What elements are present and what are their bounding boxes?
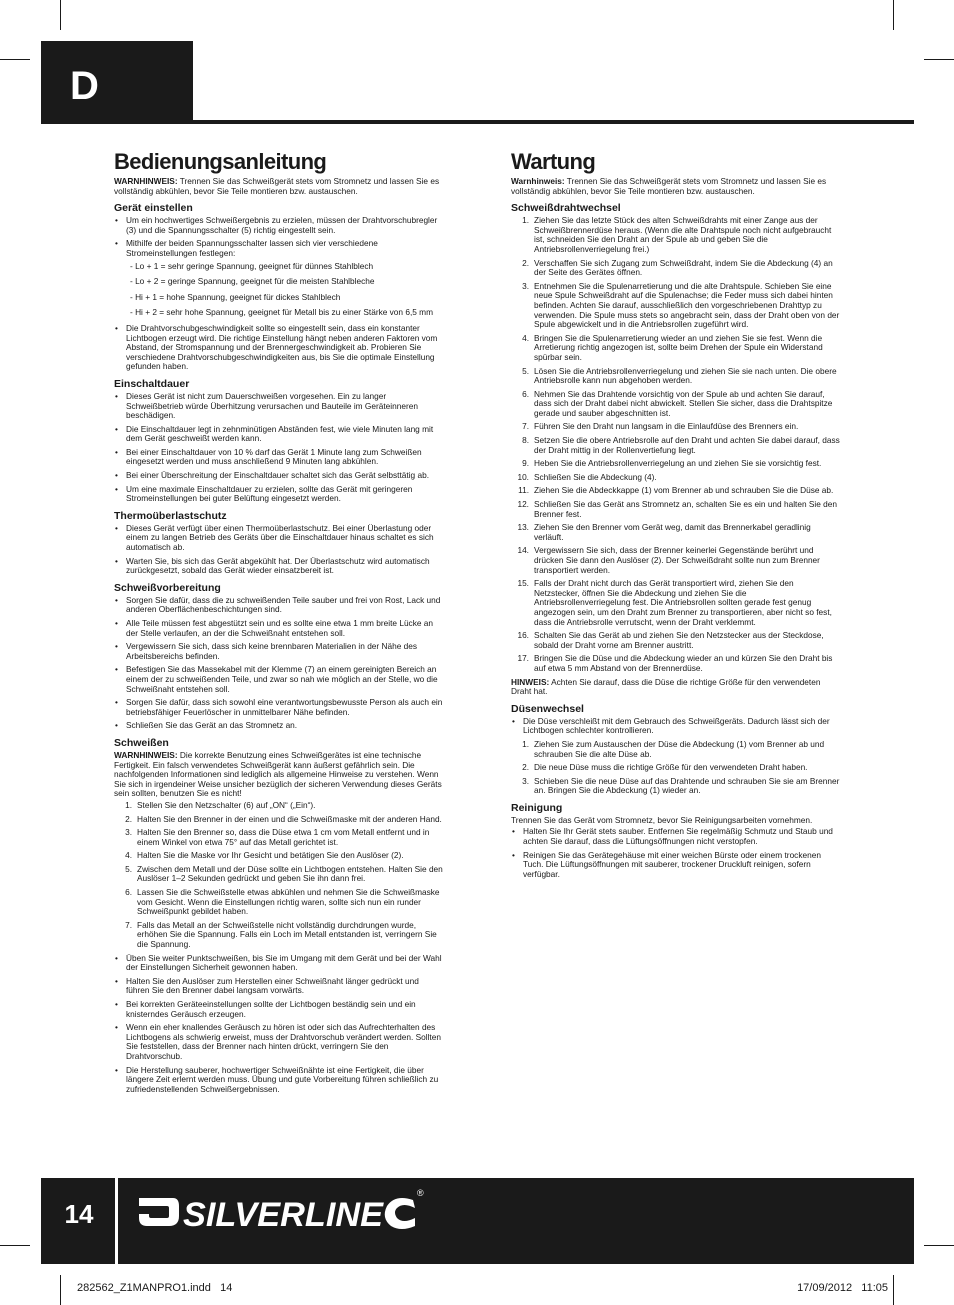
list-item: 2. Halten Sie den Brenner in der einen und die Schweißmaske mit der anderen Hand. — [125, 813, 442, 824]
warning-label: WARNHINWEIS: — [114, 749, 178, 760]
list-item: 4. Bringen Sie die Spulenarretierung wieder an und ziehen Sie sie fest. Wenn die Arretierung richtig angezogen ist, sollte beim Drehen der Spule ein Widerstand spürbar sein. — [522, 332, 823, 362]
list-item-text: Ziehen Sie das letzte Stück des alten Schweißdrahts mit einer Zange aus der Schweißbrennerdüse heraus. (Wenn die alte Drahtspule noch nicht aufgebraucht ist, schneiden Sie den Draht an der Spule ab und geben Sie die Antriebsrollenverriegelung frei.) — [534, 215, 832, 254]
list-item: • Um eine maximale Einschaltdauer zu erzielen, sollte das Gerät mit geringeren Stromeinstellungen bei guter Belüftung eingesetzt werden. — [114, 485, 444, 504]
list-item: 7. Führen Sie den Draht nun langsam in die Einlaufdüse des Brenners ein. — [522, 421, 799, 432]
list-item: 1. Ziehen Sie zum Austauschen der Düse die Abdeckung (1) vom Brenner ab und schrauben Sie die alte Düse ab. — [522, 738, 825, 759]
crop-mark — [924, 59, 954, 60]
list-item: • Bei korrekten Geräteeinstellungen sollte der Lichtbogen beständig sein und ein knisterndes Geräusch erzeugen. — [114, 1000, 444, 1019]
hint-label: HINWEIS: — [511, 676, 550, 687]
list-item: • Bei einer Einschaltdauer von 10 % darf das Gerät 1 Minute lang zum Schweißen eingesetzt werden und muss anschließend 9 Minuten lang abkühlen. — [114, 448, 444, 467]
list-item: 3. Entnehmen Sie die Spulenarretierung und die alte Drahtspule. Schieben Sie eine neue Spule Schweißdraht auf die Spulenachse; die Feder muss sich dabei hinten befinden. Achten Sie darauf, ausschließlich den vorgeschriebenen Drahttyp zu verwenden. Die Spule muss stets so angebracht sein, dass der Draht oben von der Spule abgewickelt und in die Antriebsrollen zugeführt wird. — [522, 280, 840, 330]
heading-duesenwechsel: Düsenwechsel — [511, 702, 584, 715]
footer-separator — [115, 1178, 118, 1264]
list-item: 2. Verschaffen Sie sich Zugang zum Schweißdraht, indem Sie die Abdeckung (4) an der Seite des Gerätes öffnen. — [522, 257, 833, 278]
heading-reinigung: Reinigung — [511, 801, 563, 814]
list-item: 10. Schließen Sie die Abdeckung (4). — [517, 471, 657, 482]
list-item-text: Schieben Sie die neue Düse auf das Drahtende und schrauben Sie sie am Brenner an. Bringen Sie die Abdeckung (1) wieder an. — [534, 775, 840, 796]
list-item: • Schließen Sie das Gerät an das Stromnetz an. — [114, 721, 444, 731]
crop-mark — [0, 59, 30, 60]
list-item-text: Halten Sie den Brenner in der einen und die Schweißmaske mit der anderen Hand. — [137, 813, 442, 824]
heading-thermoueberlastschutz: Thermoüberlastschutz — [114, 509, 227, 522]
list-item: • Halten Sie Ihr Gerät stets sauber. Entfernen Sie regelmäßig Schmutz und Staub und achten Sie darauf, dass die Lüftungsöffnungen nicht verstopfen. — [511, 827, 841, 846]
bullet-list — [114, 216, 444, 372]
hint-text: Achten Sie darauf, dass die Düse die richtige Größe für den verwendeten Draht hat. — [511, 676, 821, 697]
list-item-text: Ziehen Sie die Abdeckkappe (1) vom Brenner ab und schrauben Sie die Düse ab. — [534, 485, 834, 496]
heading-geraet-einstellen: Gerät einstellen — [114, 202, 193, 215]
list-item: 6. Nehmen Sie das Drahtende vorsichtig von der Spule ab und achten Sie darauf, dass sich der Draht dabei nicht abwickelt. Stellen Sie sicher, dass die Drahtspitze gerade und sauber abgeschnitten ist. — [522, 388, 833, 418]
left-column — [114, 150, 444, 1098]
list-item: 2. Die neue Düse muss die richtige Größe für den verwendeten Draht haben. — [522, 762, 808, 773]
file-slug: 282562_Z1MANPRO1.indd 14 — [77, 1282, 233, 1294]
list-item-text: Bringen Sie die Spulenarretierung wieder an und ziehen Sie sie fest. Wenn die Arretierung richtig angezogen ist, sollte beim Drehen der Spule ein Widerstand spürbar sein. — [534, 332, 823, 362]
list-item: 9. Heben Sie die Antriebsrollenverriegelung an und ziehen Sie sie vorsichtig fest. — [522, 458, 822, 469]
crop-mark — [893, 0, 894, 30]
list-item: • Die Drahtvorschubgeschwindigkeit sollte so eingestellt sein, dass ein konstanter Lichtbogen erzeugt wird. Die richtige Einstellung hängt neben anderen Faktoren vom Abstand, der Stromspannung und der Brennergeschwindigkeit ab. Probieren Sie verschiedene Drahtvorschubgeschwindigkeiten aus, bis Sie die optimale Einstellung gefunden haben. — [114, 324, 444, 372]
list-item: 13. Ziehen Sie den Brenner vom Gerät weg, damit das Brennerkabel geradlinig verläuft. — [517, 522, 811, 542]
list-item: 7. Falls das Metall an der Schweißstelle nicht vollständig durchdrungen wurde, erhöhen Sie die Spannung. Falls ein Loch im Metall entstanden ist, verringern Sie die Spannung. — [125, 919, 437, 950]
list-item-text: Lassen Sie die Schweißstelle etwas abkühlen und nehmen Sie die Schweißmaske vom Gesicht. Wenn die Einstellungen richtig waren, sollte sich nun ein runder Schweißpunkt gebildet haben. — [137, 887, 440, 917]
list-item-text: Stellen Sie den Netzschalter (6) auf „ON“ („Ein“). — [137, 799, 316, 810]
list-item-text: Die neue Düse muss die richtige Größe für den verwendeten Draht haben. — [534, 762, 808, 773]
list-item-text: Falls der Draht nicht durch das Gerät transportiert wird, ziehen Sie den Netzstecker, öffnen Sie die Abdeckung und ziehen Sie die Antriebsrollenverriegelung fest. Die Antriebsrollen sollten gerade fest genug angezogen sein, um den Draht zum Brenner zu transportieren, aber nicht so fest, dass die Antriebsrolle verrutscht, wenn der Draht verklemmt. — [534, 578, 832, 627]
crop-mark — [0, 1245, 30, 1246]
list-item: 1. Ziehen Sie das letzte Stück des alten Schweißdrahts mit einer Zange aus der Schweißbrennerdüse heraus. (Wenn die alte Drahtspule noch nicht aufgebraucht ist, schneiden Sie den Draht an der Spule ab und geben Sie die Antriebsrollenverriegelung frei.) — [522, 215, 832, 254]
voltage-setting: - Lo + 2 = geringe Spannung, geeignet für die meisten Stahlbleche — [130, 276, 375, 287]
list-item: 4. Halten Sie die Maske vor Ihr Gesicht und betätigen Sie den Auslöser (2). — [125, 850, 404, 861]
list-item: • Reinigen Sie das Gerätegehäuse mit einer weichen Bürste oder einem trockenen Tuch. Die Lüftungsöffnungen mit sauberer, trockener Druckluft reinigen, sofern verfügbar. — [511, 851, 841, 880]
bullet-list — [114, 524, 444, 576]
warning-text: Trennen Sie das Schweißgerät stets vom Stromnetz und lassen Sie es vollständig abkühlen, bevor Sie Teile montieren bzw. austauschen. — [114, 176, 440, 196]
list-item: • Die Herstellung sauberer, hochwertiger Schweißnähte ist eine Fertigkeit, die über längere Zeit erlernt werden muss. Übung und gute Vorbereitung führen schließlich zu zufriedenstellenden Schweißergebnissen. — [114, 1066, 444, 1095]
list-item: 15. Falls der Draht nicht durch das Gerät transportiert wird, ziehen Sie den Netzstecker, öffnen Sie die Abdeckung und ziehen Sie die Antriebsrollenverriegelung fest. Die Antriebsrollen sollten gerade fest genug angezogen sein, um den Draht zum Brenner zu transportieren, aber nicht so fest, dass die Antriebsrolle verrutscht, wenn der Draht verklemmt. — [517, 578, 832, 627]
warning-label: WARNHINWEIS: — [114, 176, 178, 186]
right-column — [511, 150, 841, 883]
header-rule — [41, 120, 914, 124]
list-item-text: Ziehen Sie den Brenner vom Gerät weg, damit das Brennerkabel geradlinig verläuft. — [534, 522, 811, 542]
list-item-text: Bringen Sie die Düse und die Abdeckung wieder an und kürzen Sie den Draht bis auf etwa 5 mm Abstand von der Brennerdüse. — [534, 653, 833, 673]
date-slug: 17/09/2012 11:05 — [797, 1282, 888, 1294]
list-item: • Um ein hochwertiges Schweißergebnis zu erzielen, müssen der Drahtvorschubregler (3) und die Spannungsschalter (5) richtig eingestellt sein. — [114, 216, 444, 235]
list-item: 3. Schieben Sie die neue Düse auf das Drahtende und schrauben Sie sie am Brenner an. Bringen Sie die Abdeckung (1) wieder an. — [522, 775, 840, 796]
voltage-setting: - Hi + 1 = hohe Spannung, geeignet für dickes Stahlblech — [130, 291, 341, 302]
list-item: • Dieses Gerät verfügt über einen Thermoüberlastschutz. Bei einer Überlastung oder einem zu langen Betrieb des Geräts über die Einschaltdauer hinaus schaltet es sich automatisch ab. — [114, 524, 444, 553]
warning-text: Die korrekte Benutzung eines Schweißgerätes ist eine technische Fertigkeit. Ein falsch verwendetes Schweißgerät kann äußerst gefährlich sein. Die nachfolgenden Informationen sind lediglich als allgemeine Hinweise zu verstehen. Wenn Sie sich in irgendeiner Weise unsicher bezüglich der sicheren Verwendung dieses Geräts sein sollten, benutzen Sie es nicht! — [114, 749, 442, 799]
list-item: 14. Vergewissern Sie sich, dass der Brenner keinerlei Gegenstände berührt und drücken Sie dann den Auslöser (2). Der Schweißdraht sollte nun zum Brenner transportiert werden. — [517, 545, 820, 575]
list-item-text: Schließen Sie die Abdeckung (4). — [534, 471, 657, 482]
list-item-text: Falls das Metall an der Schweißstelle nicht vollständig durchdrungen wurde, erhöhen Sie die Spannung. Falls ein Loch im Metall entstanden ist, verringern Sie die Spannung. — [137, 919, 437, 950]
warning-label: Warnhinweis: — [511, 176, 565, 186]
bullet-list — [114, 954, 444, 1095]
list-item: • Die Einschaltdauer legt in zehnminütigen Abständen fest, wie viele Minuten lang mit dem Gerät geschweißt werden kann. — [114, 425, 444, 444]
list-item: 12. Schließen Sie das Gerät ans Stromnetz an, schalten Sie es ein und halten Sie den Brenner fest. — [517, 499, 838, 519]
heading-einschaltdauer: Einschaltdauer — [114, 377, 190, 390]
list-item: • Warten Sie, bis sich das Gerät abgekühlt hat. Der Überlastschutz wird automatisch zurückgesetzt, sobald das Gerät wieder einsatzbereit ist. — [114, 557, 444, 576]
list-item: 3. Halten Sie den Brenner so, dass die Düse etwa 1 cm vom Metall entfernt und in einem Winkel von etwa 75° auf das Metall gerichtet ist. — [125, 827, 430, 847]
list-item: 6. Lassen Sie die Schweißstelle etwas abkühlen und nehmen Sie die Schweißmaske vom Gesicht. Wenn die Einstellungen richtig waren, sollte sich nun ein runder Schweißpunkt gebildet haben. — [125, 887, 440, 917]
crop-mark — [893, 1275, 894, 1305]
list-item — [114, 239, 444, 318]
logo-right-wrench — [385, 1198, 415, 1229]
bullet-list — [114, 596, 444, 731]
warning-welding — [114, 751, 444, 799]
list-item: 17. Bringen Sie die Düse und die Abdeckung wieder an und kürzen Sie den Draht bis auf etwa 5 mm Abstand von der Brennerdüse. — [517, 653, 833, 673]
language-tab — [41, 41, 193, 123]
voltage-setting: - Lo + 1 = sehr geringe Spannung, geeignet für dünnes Stahlblech — [130, 260, 374, 271]
hint-note — [511, 678, 841, 697]
list-item: 11. Ziehen Sie die Abdeckkappe (1) vom Brenner ab und schrauben Sie die Düse ab. — [518, 485, 834, 496]
section-title-bedienungsanleitung: Bedienungsanleitung — [114, 149, 327, 174]
list-item: • Bei einer Überschreitung der Einschaltdauer schaltet sich das Gerät selbsttätig ab. — [114, 471, 444, 481]
list-item: • Sorgen Sie dafür, dass sich sowohl eine verantwortungsbewusste Person als auch ein betriebsfähiger Feuerlöscher in unmittelbarer Nähe befinden. — [114, 698, 444, 717]
list-item: 5. Zwischen dem Metall und der Düse sollte ein Lichtbogen entstehen. Halten Sie den Auslöser 1–2 Sekunden gedrückt und geben Sie ihn dann frei. — [125, 863, 443, 884]
list-item-text: Verschaffen Sie sich Zugang zum Schweißdraht, indem Sie die Abdeckung (4) an der Seite des Gerätes öffnen. — [534, 257, 833, 278]
list-item-text: Mithilfe der beiden Spannungsschalter lassen sich vier verschiedene Stromeinstellungen festlegen: — [126, 238, 378, 258]
list-item: • Wenn ein eher knallendes Geräusch zu hören ist oder sich das Aufrechterhalten des Lichtbogens als schwierig erweist, muss der Drahtvorschub verändert werden. Sollten Sie feststellen, dass der Brenner nach hinten drückt, verringern Sie den Drahtvorschub. — [114, 1023, 444, 1061]
warning-intro — [114, 177, 444, 196]
registered-mark: ® — [417, 1188, 424, 1198]
list-item-text: Ziehen Sie zum Austauschen der Düse die Abdeckung (1) vom Brenner ab und schrauben Sie die alte Düse ab. — [534, 738, 825, 759]
bullet-list — [114, 392, 444, 504]
bullet-list — [511, 827, 841, 879]
cleaning-intro: Trennen Sie das Gerät vom Stromnetz, bevor Sie Reinigungsarbeiten vornehmen. — [511, 814, 813, 825]
bullet-list — [511, 717, 841, 736]
list-item: • Sorgen Sie dafür, dass die zu schweißenden Teile sauber und frei von Rost, Lack und anderen Oberflächenbeschichtungen sind. — [114, 596, 444, 615]
list-item-text: Führen Sie den Draht nun langsam in die Einlaufdüse des Brenners ein. — [534, 421, 799, 432]
list-item: 8. Setzen Sie die obere Antriebsrolle auf den Draht und achten Sie dabei darauf, dass der Draht mittig in der Rollenvertiefung liegt. — [522, 435, 840, 455]
list-item: • Alle Teile müssen fest abgestützt sein und es sollte eine etwa 1 mm breite Lücke an der Stelle verlaufen, an der die Schweißnaht entstehen soll. — [114, 619, 444, 638]
heading-schweissen: Schweißen — [114, 736, 169, 749]
list-item-text: Halten Sie die Maske vor Ihr Gesicht und betätigen Sie den Auslöser (2). — [137, 850, 404, 861]
list-item-text: Schalten Sie das Gerät ab und ziehen Sie den Netzstecker aus der Steckdose, sobald der Draht vorne am Brenner austritt. — [534, 630, 824, 650]
list-item: • Die Düse verschleißt mit dem Gebrauch des Schweißgeräts. Dadurch lässt sich der Lichtbogen schlechter kontrollieren. — [511, 717, 841, 736]
voltage-settings-list — [126, 262, 444, 318]
list-item-text: Zwischen dem Metall und der Düse sollte ein Lichtbogen entstehen. Halten Sie den Auslöser 1–2 Sekunden gedrückt und geben Sie ihn dann frei. — [137, 863, 443, 884]
list-item: • Befestigen Sie das Massekabel mit der Klemme (7) an einem gereinigten Bereich an einem der zu schweißenden Teile, und zwar so nah wie möglich an der Stelle, wo die Schweißnaht entstehen soll. — [114, 665, 444, 694]
crop-mark — [924, 1245, 954, 1246]
logo-wordmark: SILVERLINE — [183, 1196, 385, 1234]
list-item: 1. Stellen Sie den Netzschalter (6) auf „ON“ („Ein“). — [125, 799, 316, 810]
logo-left-hook — [139, 1198, 179, 1226]
list-item-text: Vergewissern Sie sich, dass der Brenner keinerlei Gegenstände berührt und drücken Sie dann den Auslöser (2). Der Schweißdraht sollte nun zum Brenner transportiert werden. — [534, 545, 820, 575]
list-item-text: Entnehmen Sie die Spulenarretierung und die alte Drahtspule. Schieben Sie eine neue Spule Schweißdraht auf die Spulenachse; die Feder muss sich dabei hinten befinden. Achten Sie darauf, ausschließlich den vorgeschriebenen Drahttyp zu verwenden. Die Spule muss stets so angebracht sein, dass der Draht oben von der Spule abgewickelt und in die Antriebsrollen zugeführt wird. — [534, 280, 840, 330]
heading-schweissvorbereitung: Schweißvorbereitung — [114, 581, 221, 594]
list-item: • Üben Sie weiter Punktschweißen, bis Sie im Umgang mit dem Gerät und bei der Wahl der Einstellungen Sicherheit gewonnen haben. — [114, 954, 444, 973]
silverline-logo — [133, 1186, 433, 1236]
list-item: 16. Schalten Sie das Gerät ab und ziehen Sie den Netzstecker aus der Steckdose, sobald der Draht vorne am Brenner austritt. — [517, 630, 824, 650]
list-item: • Vergewissern Sie sich, dass sich keine brennbaren Materialien in der Nähe des Arbeitsbereichs befinden. — [114, 642, 444, 661]
crop-mark — [60, 1275, 61, 1305]
crop-mark — [60, 0, 61, 30]
list-item-text: Schließen Sie das Gerät ans Stromnetz an, schalten Sie es ein und halten Sie den Brenner fest. — [534, 499, 838, 519]
list-item: • Dieses Gerät ist nicht zum Dauerschweißen vorgesehen. Ein zu langer Schweißbetrieb würde Überhitzung verursachen und Bauteile im Geräteinneren beschädigen. — [114, 392, 444, 421]
list-item-text: Halten Sie den Brenner so, dass die Düse etwa 1 cm vom Metall entfernt und in einem Winkel von etwa 75° auf das Metall gerichtet ist. — [137, 827, 430, 847]
warning-intro — [511, 177, 841, 196]
heading-schweissdrahtwechsel: Schweißdrahtwechsel — [511, 202, 621, 215]
list-item-text: Heben Sie die Antriebsrollenverriegelung an und ziehen Sie sie vorsichtig fest. — [534, 458, 822, 469]
list-item: 5. Lösen Sie die Antriebsrollenverriegelung und ziehen Sie sie nach unten. Die obere Antriebsrolle kann nun abgehoben werden. — [522, 365, 837, 386]
list-item: • Halten Sie den Auslöser zum Herstellen einer Schweißnaht länger gedrückt und führen Sie den Brenner dabei langsam vorwärts. — [114, 977, 444, 996]
list-item-text: Nehmen Sie das Drahtende vorsichtig von der Spule ab und achten Sie darauf, dass sich der Draht dabei nicht abwickelt. Stellen Sie sicher, dass die Drahtspitze gerade und sauber abgeschnitten ist. — [534, 388, 833, 418]
language-letter: D — [70, 64, 99, 108]
list-item-text: Lösen Sie die Antriebsrollenverriegelung und ziehen Sie sie nach unten. Die obere Antriebsrolle kann nun abgehoben werden. — [534, 365, 837, 386]
page-number: 14 — [64, 1199, 94, 1229]
section-title-wartung: Wartung — [511, 149, 596, 174]
numbered-list — [511, 740, 841, 796]
numbered-list — [511, 216, 841, 673]
list-item-text: Setzen Sie die obere Antriebsrolle auf den Draht und achten Sie dabei darauf, dass der Draht mittig in der Rollenvertiefung liegt. — [534, 435, 840, 455]
warning-text: Trennen Sie das Schweißgerät stets vom Stromnetz und lassen Sie es vollständig abkühlen, bevor Sie Teile montieren bzw. austauschen. — [511, 176, 827, 196]
voltage-setting: - Hi + 2 = sehr hohe Spannung, geeignet für Metall bis zu einer Stärke von 6,5 mm — [130, 307, 434, 318]
numbered-list — [114, 801, 444, 950]
